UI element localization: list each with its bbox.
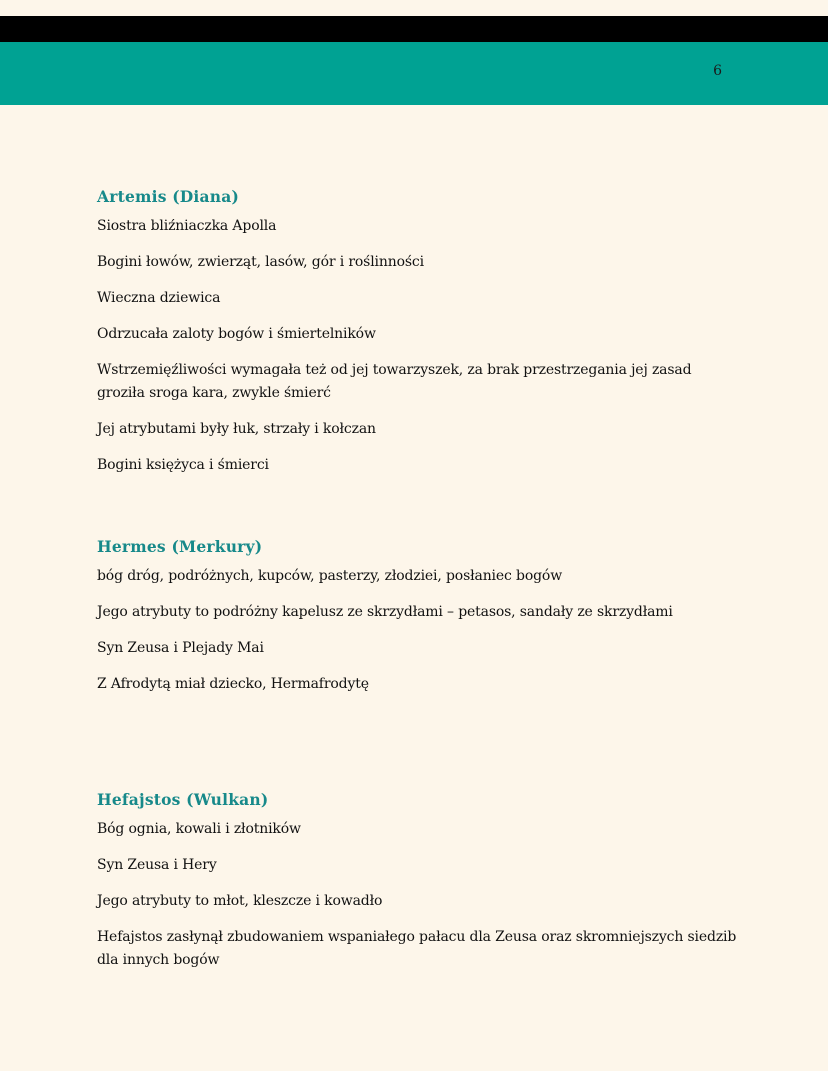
- header-band: [0, 42, 828, 105]
- list-item: Bogini łowów, zwierząt, lasów, gór i roślinności: [97, 254, 424, 270]
- list-item: Jego atrybuty to młot, kleszcze i kowadło: [97, 893, 383, 909]
- list-item: Jej atrybutami były łuk, strzały i kołczan: [97, 421, 376, 437]
- list-item: bóg dróg, podróżnych, kupców, pasterzy, złodziei, posłaniec bogów: [97, 568, 563, 584]
- list-item: Bogini księżyca i śmierci: [97, 457, 269, 473]
- section-hermes: [97, 535, 737, 709]
- section-title: Hefajstos (Wulkan): [97, 790, 269, 809]
- section-artemis: [97, 185, 737, 490]
- section-hefajstos: [97, 788, 737, 985]
- page-number: 6: [713, 63, 722, 79]
- list-item: Syn Zeusa i Plejady Mai: [97, 640, 264, 656]
- section-title: Hermes (Merkury): [97, 537, 263, 556]
- top-black-bar: [0, 16, 828, 42]
- list-item: Syn Zeusa i Hery: [97, 857, 217, 873]
- list-item: Odrzucała zaloty bogów i śmiertelników: [97, 326, 376, 342]
- list-item: Hefajstos zasłynął zbudowaniem wspaniałego pałacu dla Zeusa oraz skromniejszych siedzib dla innych bogów: [97, 929, 737, 968]
- list-item: Jego atrybuty to podróżny kapelusz ze skrzydłami – petasos, sandały ze skrzydłami: [97, 604, 673, 620]
- list-item: Wieczna dziewica: [97, 290, 221, 306]
- list-item: Wstrzemięźliwości wymagała też od jej towarzyszek, za brak przestrzegania jej zasad groziła sroga kara, zwykle śmierć: [97, 362, 692, 401]
- list-item: Z Afrodytą miał dziecko, Hermafrodytę: [97, 676, 369, 692]
- section-title: Artemis (Diana): [97, 187, 239, 206]
- list-item: Bóg ognia, kowali i złotników: [97, 821, 301, 837]
- list-item: Siostra bliźniaczka Apolla: [97, 218, 277, 234]
